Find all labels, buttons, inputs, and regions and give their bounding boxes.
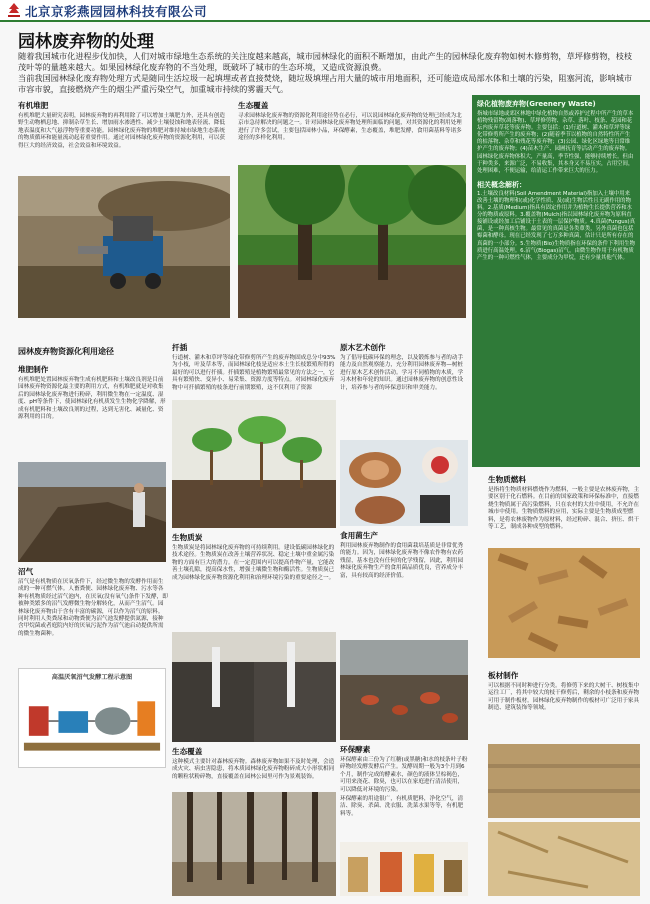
- biogas-section: [18, 566, 168, 638]
- cover2-title: 生态覆盖: [172, 747, 203, 756]
- compost-text: 有机堆肥处置园林废弃物生成有机肥料和土壤改良剂是目前园林废弃物资源化最主要的利用方式，有机堆肥就是对收集后的园林绿化废弃物进行粉碎，利用微生物在一定温度、湿度、pH等条件下，使园林绿化有机质发生生物化学降解，形成有机肥料和土壤改良剂的过程，达到无害化、减量化、资源利用的目的。: [18, 377, 166, 421]
- pruning-text: 行道树、灌木和草坪等绿化带修剪所产生的废弃物固成总分中93%为小枝，叶及草本等，而园林绿化枝是适应本土生长枝繁殖所得的最好的可以进行扦插。扦插繁殖是植物繁殖最常见的方法之一，它具有繁殖快、变异小、易采集、资源力度等特点。对园林绿化废弃物中可扦插繁殖的枝条进行前期繁殖，这不仅利用了资源: [172, 355, 336, 391]
- compost-section: [18, 364, 168, 421]
- pruning-section: [172, 342, 336, 392]
- mushroom-photo: [340, 640, 468, 740]
- board-section: [488, 670, 640, 713]
- intro-text: [18, 51, 638, 95]
- art-section: [340, 342, 468, 392]
- definitions-text: 1.土壤改良材料(Soil Amendment Material)指加入土壤中用来改善土壤的物理和(或)化学性质、及(或)生物活性且无副作用的物料。2.基质(Medium)指具有固定作用并为植物生长提供营养和水分的物质或原料。3.覆盖物(Mulch)指以园林绿化废弃物为原料直接铺设或经加工后铺设于土表的一层保护物质。4.真菌(Fungus)真菌，是一种真核生物。最常见的真菌是各类蕈类，另外真菌也包括霉菌和酵母。现在已经发现了七万多种真菌，估计只是所有存在的真菌的一小部分。5.生物质(Bio)生物质指在环保的条件下利用生物质进行高温处理。6.沼气(Biogas)沼气，由微生物作用于有机物质产生的一种可燃性气体，主要成分为甲烷，还有少量其他气体。: [477, 190, 636, 261]
- mushroom-text: 利用园林废弃物制作的食用菌栽培基质是非常优秀的能力。因为，园林绿化废弃物不像农作物有农药残留，基本也没有任何的化学残留，因此，利用园林绿化废弃物生产的食用菌品质优良，营养成分丰富，具有较高的经济价值。: [340, 543, 464, 579]
- fuel-title: 生物质燃料: [488, 475, 526, 484]
- company-name: 北京京彩燕园园林科技有限公司: [25, 4, 208, 19]
- biogas-diagram: [18, 668, 166, 768]
- particle-board-photo: [488, 744, 640, 818]
- organic-title: 有机堆肥: [18, 101, 49, 110]
- green-panel-text: 指城市绿地或郊区林地中绿化植物自然或养护过程中所产生的草本植物残留物(凋落物)、草坪修剪物、杂草、落叶、枝条、花园和花坛内废弃草花等废弃物。主要包括：(1)行道树、灌木和草坪等绿化带修剪所产生的废弃物；(2)随着季节以植物的自然特性所产生的枯落物、杂草和残花等废弃物；(3)公园、绿化区绿地等日常维护产生的废弃物；(4)苗木生产、园圃抚育等活动产生的废弃物。园林绿化废弃物体积大，产量高，季节性强，能够持续增长。但由于种类多，来源广泛，不易收集，其本身又不易压实，占用空间，处理困难，不便运输，给清运工作带来巨大的压力。: [477, 111, 634, 174]
- cutting-plants-photo: [172, 400, 336, 528]
- logo-icon: [7, 2, 21, 18]
- pellets-photo: [488, 548, 640, 658]
- biogas-title: 沼气: [18, 567, 34, 576]
- wood-art-photo: [340, 440, 468, 526]
- mushroom-section: [340, 530, 468, 580]
- compost-pile-photo: [18, 462, 166, 562]
- biogas-diagram-title: 高温厌氧沼气发酵工程示意图: [51, 674, 133, 681]
- definitions-title: 相关概念解析：: [477, 180, 526, 189]
- green-waste-panel: [472, 95, 640, 467]
- biogas-text: 沼气是有机物质在厌氧条件下，经过微生物的发酵作用而生成的一种可燃气体。人畜粪便、园林绿化废弃物、污水等各种有机物质经过沼气池内，在厌氧(没有氧气)条件下发酵，即被种类繁多的沼气发酵微生物分解转化，从而产生沼气。园林绿化废弃物由于含有丰富的碳源，可以作为沼气的原料。同时利用人类粪尿和动物粪便为沼气池发酵提供氮源，接种含甲烷菌或者庭院内好的厌氧污泥作为沼气池启动提供所需的微生物菌种。: [18, 579, 168, 637]
- mulch-section: [238, 100, 466, 143]
- biochar-text: 生物质炭是将园林绿化废弃物的可持续利用。建设低碳园林绿化的技术途径。生物质炭在改善土壤营养状况、稳定土壤中重金属污染物的方面有巨大的潜力。在一定范围内可以提高作物产量，它能改善土壤孔隙，提高保水性，增强土壤微生物和酶活性。生物质炭已成为园林绿化废弃物资源化利用和治理环境污染的重要途径之一。: [172, 545, 335, 581]
- fuel-section: [488, 474, 640, 531]
- forest-photo: [172, 792, 336, 896]
- fuel-text: 是指将生物质材料燃烧作为燃料，一般主要是农林废弃物，主要区别于化石燃料。在目前的国家政策和环保标准中，直接燃烧生物质属于高污染燃料，只在农村的大灶中使用，不允许在城市中使用。生物质燃料的应用，实际主要是生物质成型燃料，是将农林废物作为原材料，经过粉碎、混合、挤压、烘干等工艺，制成各种成型的燃料。: [488, 487, 640, 531]
- enzyme-jars-photo: [340, 842, 468, 896]
- board-title: 板材制作: [488, 671, 519, 680]
- resource-title: 园林废弃物资源化利用途径: [18, 347, 114, 356]
- board-text: 可以根据不同时种进行分类。将修剪下来的大树干、树枝集中运往工厂，将其中较大的枝干修剪后，剩余的小枝条和废弃物可用于制作板材。园林绿化废弃物制作的板材可广泛用于家具制造、建筑装饰等领域。: [488, 683, 640, 712]
- art-text: 为了倡导低碳环保的理念，以及锻炼参与者的动手能力及自然观察能力，充分利用园林废弃物—树桩进行原木艺术创作活动。学习不同植物的木质，学习木材和年轮的知识。通过园林废弃物的创意性设计，培养参与者的环保意识和审美能力。: [340, 355, 464, 391]
- cover2-text: 这种模式主要针对森林废弃物。森林废弃物如果不及时处理，会造成火灾、病虫害隐患，将木质园林绿化废弃物粉碎成大小形状相同的颗粒状粉碎物，直接覆盖在园林公园里可作为景观装饰。: [172, 759, 335, 780]
- intro-paragraph: 随着我国城市化进程步伐加快，人们对城市绿地生态系统的关注度越来越高，城市园林绿化的面积不断增加，由此产生的园林绿化废弃物如树木修剪物，草坪修剪物，枝枝茂叶等的量越来越大。如果园林绿化废弃物的不当处理，既破坏了城市的生态环境，又造成资源浪费。: [18, 51, 633, 72]
- enzyme-title: 环保酵素: [340, 745, 371, 754]
- pruning-title: 扦插: [172, 343, 188, 352]
- biochar-section: [172, 532, 336, 582]
- organic-section: [18, 100, 230, 150]
- mushroom-title: 食用菌生产: [340, 531, 378, 540]
- mulch-title: 生态覆盖: [238, 101, 269, 110]
- cover2-section: [172, 746, 336, 781]
- biochar-title: 生物质炭: [172, 533, 203, 542]
- park-mulch-photo: [238, 165, 466, 318]
- compost-machine-photo: [18, 176, 230, 318]
- page-title: 园林废弃物的处理: [18, 32, 154, 52]
- green-panel-title: 绿化植物废弃物(Greenery Waste): [477, 100, 596, 108]
- organic-text: 有机堆肥大量研究表明，园林废弃物的再利用除了可以增加土壤肥力外，还具有创造野生动物栖息地、抑制杂草生长、增加雨水渗透性、减少土壤侵蚀和地表径流、降低地表温度和大气悬浮物等重要功能。园林绿化废弃物的堆肥对维持城市绿地生态系统的物质循环和能量流动起着重要作用。通过对园林绿化废弃物的资源化利用，可以获得巨大的经济效益，社会效益和环境效益。: [18, 113, 225, 149]
- mulch-text: 寻求园林绿化废弃物的资源化利用途径势在必行，可以说园林绿化废弃物的处理已经成为北京市急待解决的问题之一。针对园林绿化废弃物处理所面临的问题，对其资源化的利用处理进行了许多尝试，主要包括园林小品，环保酵素，生态覆盖，堆肥发酵，食用菌基料等诸多途径的多样化利用。: [238, 113, 462, 142]
- biochar-photo: [172, 632, 336, 742]
- intro-paragraph: 当前我国园林绿化废弃物处理方式是随同生活垃圾一起填埋或者直接焚烧，随垃圾填埋占用大量的城市用地面积，还可能造成局部水体和土壤的污染，阻塞河流，影响城市市容市貌，直接燃烧产生的烟尘严重污染空气，加重城市持续的雾霾天气。: [18, 73, 633, 94]
- art-title: 原木艺术创作: [340, 343, 386, 352]
- enzyme-extra-text: 环保酵素的用途很广，有机质肥料，净化空气，清洁、除臭、杀菌、洗衣服、洗菜水果等等，有机肥料等。: [340, 796, 464, 817]
- enzyme-section: [340, 744, 468, 818]
- header-bar: [0, 0, 650, 22]
- enzyme-text: 环保酵素由三份为了红糖(或黑糖)和水的枝条叶子粉碎物经发酵发酵后产生。发酵周期一般为3个月到6个月，制作完成的酵素水，颜色的液体呈棕褐色，可用来浇花、除臭，也可以在家庭进行清洁使用，可以降低对环境的污染。: [340, 757, 468, 793]
- wood-chips-photo: [488, 822, 640, 896]
- compost-title: 堆肥制作: [18, 365, 49, 374]
